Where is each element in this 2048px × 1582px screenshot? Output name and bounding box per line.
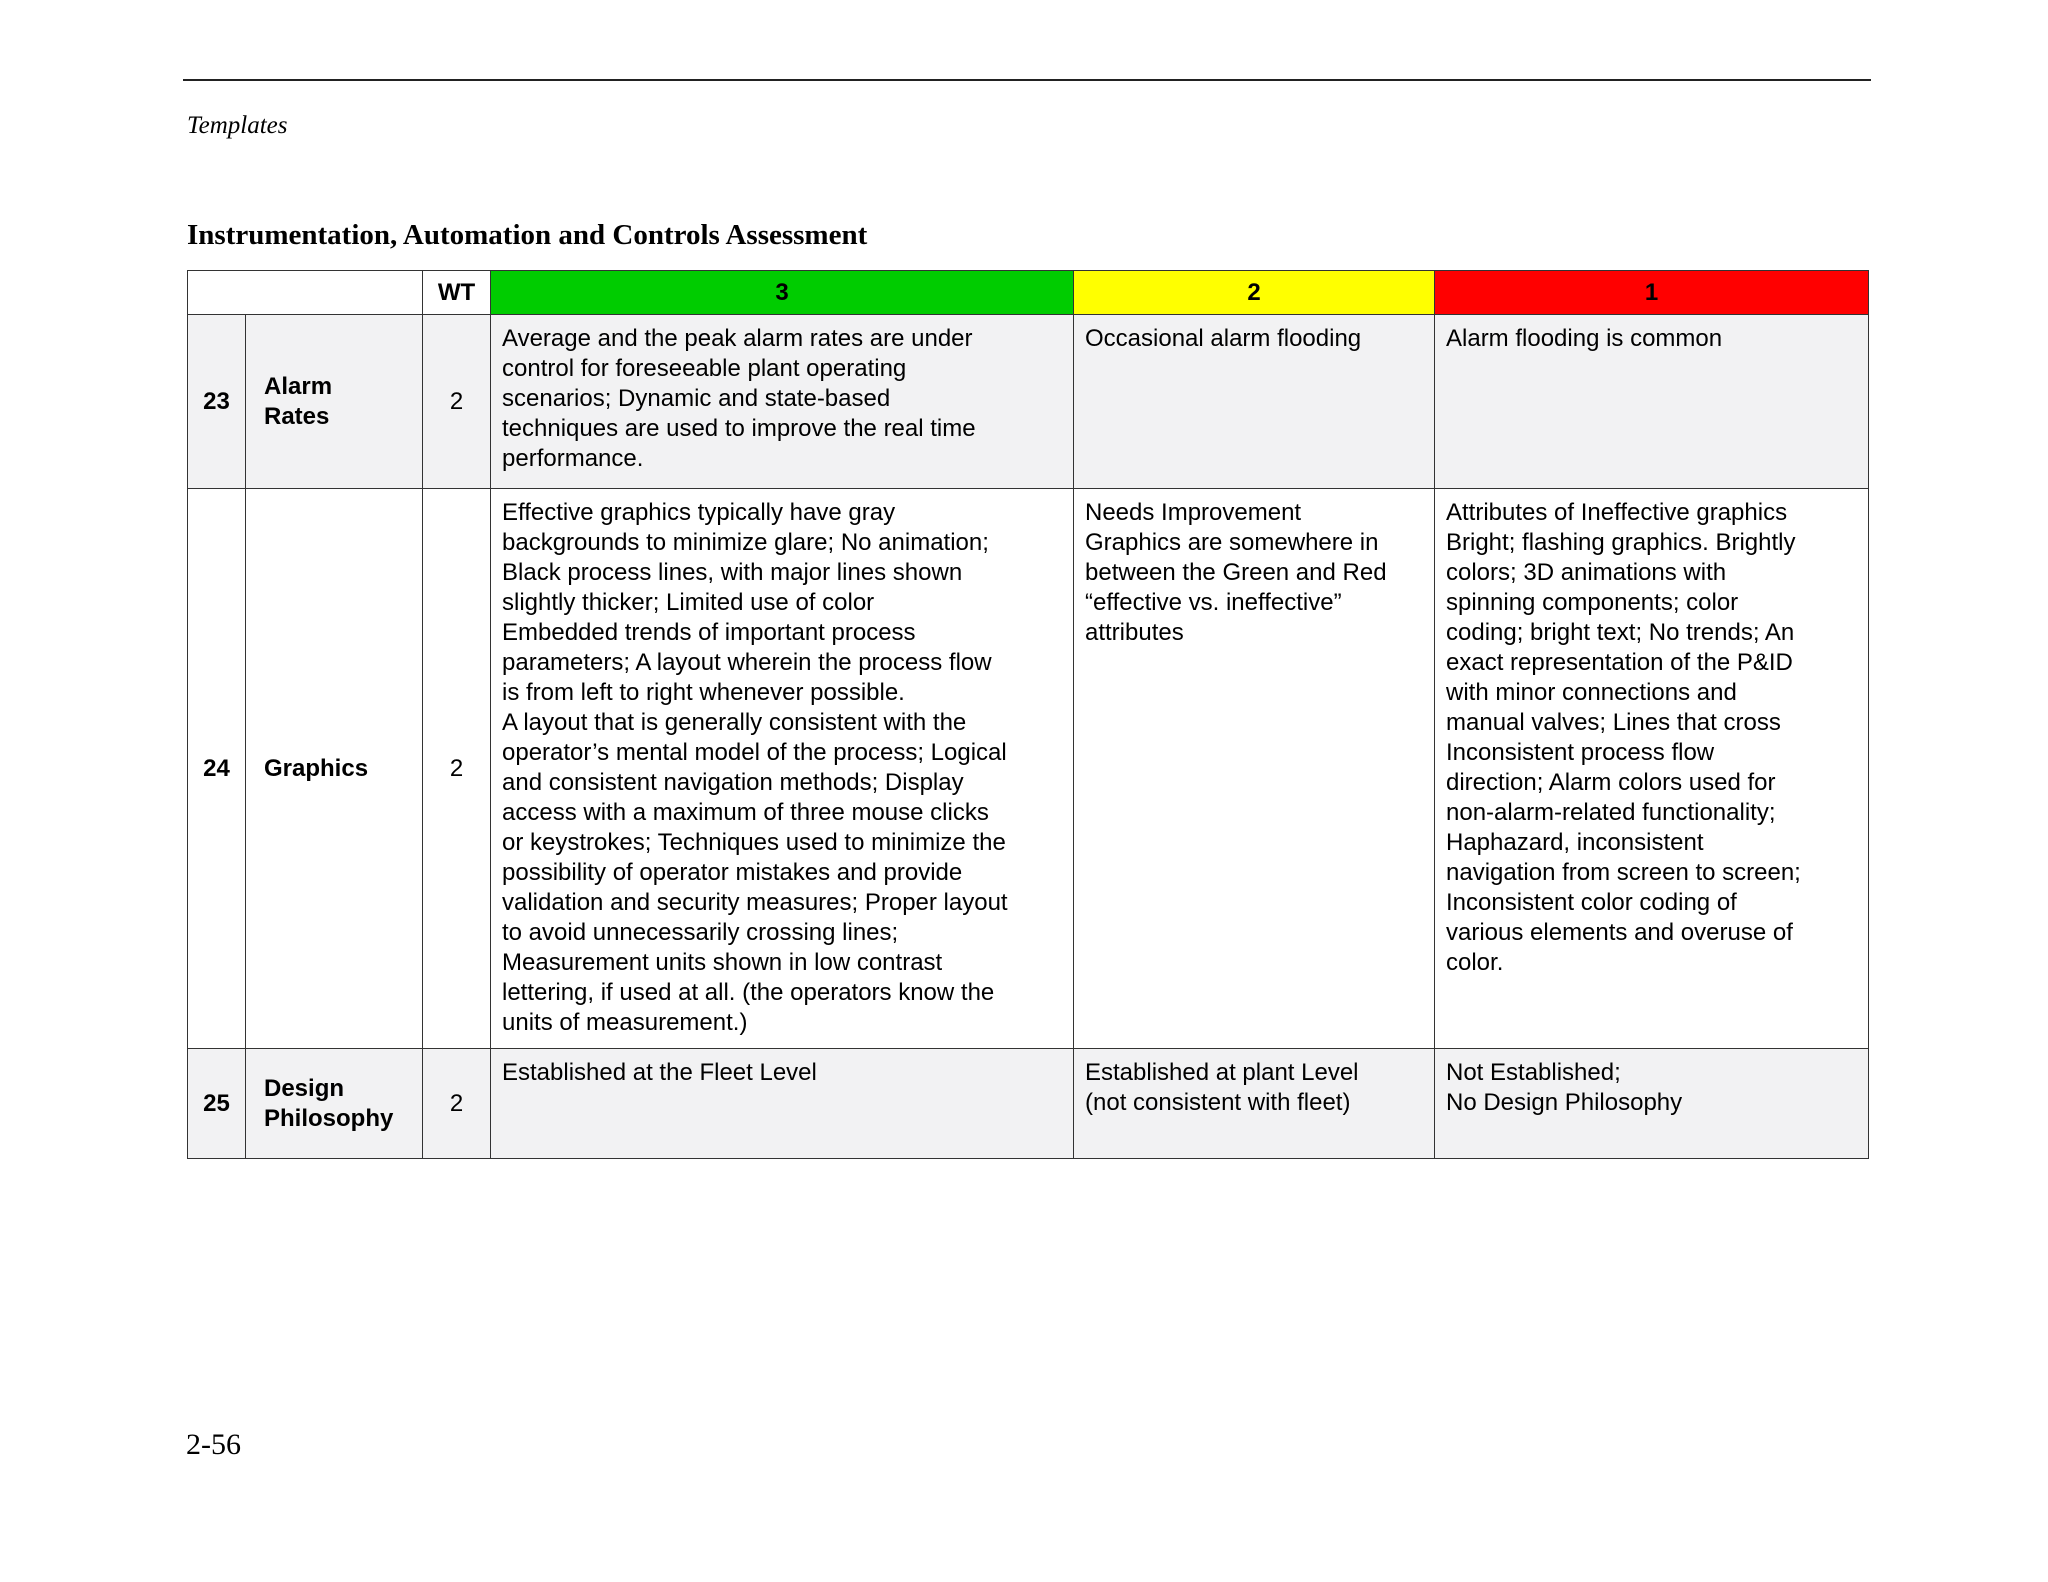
text-line: performance. — [502, 445, 644, 472]
text-line: lettering, if used at all. (the operators know the — [502, 979, 995, 1006]
score-2-description — [1074, 489, 1435, 1049]
score-3-description — [491, 489, 1074, 1049]
row-category — [246, 315, 423, 489]
text-line: A layout that is generally consistent with the — [502, 709, 967, 736]
text-line: coding; bright text; No trends; An — [1446, 619, 1795, 646]
text-line: and consistent navigation methods; Display — [502, 769, 964, 796]
score-3-description — [491, 1049, 1074, 1159]
header-row — [188, 271, 1869, 315]
text-line: Occasional alarm flooding — [1085, 325, 1362, 352]
text-line: Graphics are somewhere in — [1085, 529, 1379, 556]
text-line: Black process lines, with major lines shown — [502, 559, 963, 586]
row-category — [246, 1049, 423, 1159]
header-score-3: 3 — [491, 271, 1074, 315]
text-line: direction; Alarm colors used for — [1446, 769, 1776, 796]
table-row — [188, 315, 1869, 489]
text-line: access with a maximum of three mouse clicks — [502, 799, 989, 826]
text-line: possibility of operator mistakes and provide — [502, 859, 963, 886]
text-line: Measurement units shown in low contrast — [502, 949, 943, 976]
text-line: backgrounds to minimize glare; No animation; — [502, 529, 989, 556]
text-line: Inconsistent color coding of — [1446, 889, 1737, 916]
text-line: Effective graphics typically have gray — [502, 499, 896, 526]
row-category — [246, 489, 423, 1049]
text-line: Established at the Fleet Level — [502, 1059, 817, 1086]
text-line: non-alarm-related functionality; — [1446, 799, 1776, 826]
text-line: with minor connections and — [1446, 679, 1737, 706]
text-line: or keystrokes; Techniques used to minimize the — [502, 829, 1006, 856]
text-line: is from left to right whenever possible. — [502, 679, 905, 706]
score-2-description — [1074, 315, 1435, 489]
score-2-description — [1074, 1049, 1435, 1159]
assessment-table — [187, 270, 1869, 1159]
text-line: colors; 3D animations with — [1446, 559, 1727, 586]
text-line: between the Green and Red — [1085, 559, 1387, 586]
text-line: techniques are used to improve the real time — [502, 415, 976, 442]
header-score-1: 1 — [1435, 271, 1869, 315]
page-number: 2-56 — [186, 1428, 241, 1461]
text-line: Attributes of Ineffective graphics — [1446, 499, 1788, 526]
score-1-description — [1435, 489, 1869, 1049]
text-line: operator’s mental model of the process; Logical — [502, 739, 1007, 766]
header-wt: WT — [423, 271, 491, 315]
category-line: Philosophy — [264, 1104, 394, 1132]
section-title: Instrumentation, Automation and Controls Assessment — [187, 219, 868, 251]
text-line: Bright; flashing graphics. Brightly — [1446, 529, 1796, 556]
text-line: Inconsistent process flow — [1446, 739, 1715, 766]
text-line: Established at plant Level — [1085, 1059, 1359, 1086]
table-row — [188, 489, 1869, 1049]
text-line: No Design Philosophy — [1446, 1089, 1683, 1116]
score-1-description — [1435, 315, 1869, 489]
text-line: Embedded trends of important process — [502, 619, 916, 646]
text-line: scenarios; Dynamic and state-based — [502, 385, 891, 412]
text-line: Average and the peak alarm rates are under — [502, 325, 973, 352]
row-weight: 2 — [423, 1049, 491, 1159]
text-line: Not Established; — [1446, 1059, 1621, 1086]
text-line: Alarm flooding is common — [1446, 325, 1723, 352]
header-rule — [183, 79, 1871, 81]
text-line: Needs Improvement — [1085, 499, 1302, 526]
category-line: Graphics — [264, 754, 369, 782]
score-3-description — [491, 315, 1074, 489]
text-line: various elements and overuse of — [1446, 919, 1793, 946]
text-line: validation and security measures; Proper layout — [502, 889, 1008, 916]
row-number: 25 — [188, 1049, 246, 1159]
score-1-description — [1435, 1049, 1869, 1159]
header-score-2: 2 — [1074, 271, 1435, 315]
row-number: 24 — [188, 489, 246, 1049]
text-line: units of measurement.) — [502, 1009, 748, 1036]
header-blank-cell — [188, 271, 423, 315]
category-line: Rates — [264, 402, 330, 430]
text-line: to avoid unnecessarily crossing lines; — [502, 919, 899, 946]
text-line: parameters; A layout wherein the process flow — [502, 649, 992, 676]
text-line: Haphazard, inconsistent — [1446, 829, 1704, 856]
text-line: slightly thicker; Limited use of color — [502, 589, 875, 616]
text-line: attributes — [1085, 619, 1184, 646]
text-line: navigation from screen to screen; — [1446, 859, 1801, 886]
text-line: spinning components; color — [1446, 589, 1739, 616]
table-row — [188, 1049, 1869, 1159]
text-line: (not consistent with fleet) — [1085, 1089, 1351, 1116]
row-number: 23 — [188, 315, 246, 489]
running-head: Templates — [187, 112, 288, 139]
category-line: Alarm — [264, 372, 333, 400]
text-line: color. — [1446, 949, 1504, 976]
row-weight: 2 — [423, 489, 491, 1049]
text-line: manual valves; Lines that cross — [1446, 709, 1781, 736]
category-line: Design — [264, 1074, 345, 1102]
text-line: control for foreseeable plant operating — [502, 355, 907, 382]
row-weight: 2 — [423, 315, 491, 489]
text-line: “effective vs. ineffective” — [1085, 589, 1342, 616]
text-line: exact representation of the P&ID — [1446, 649, 1793, 676]
